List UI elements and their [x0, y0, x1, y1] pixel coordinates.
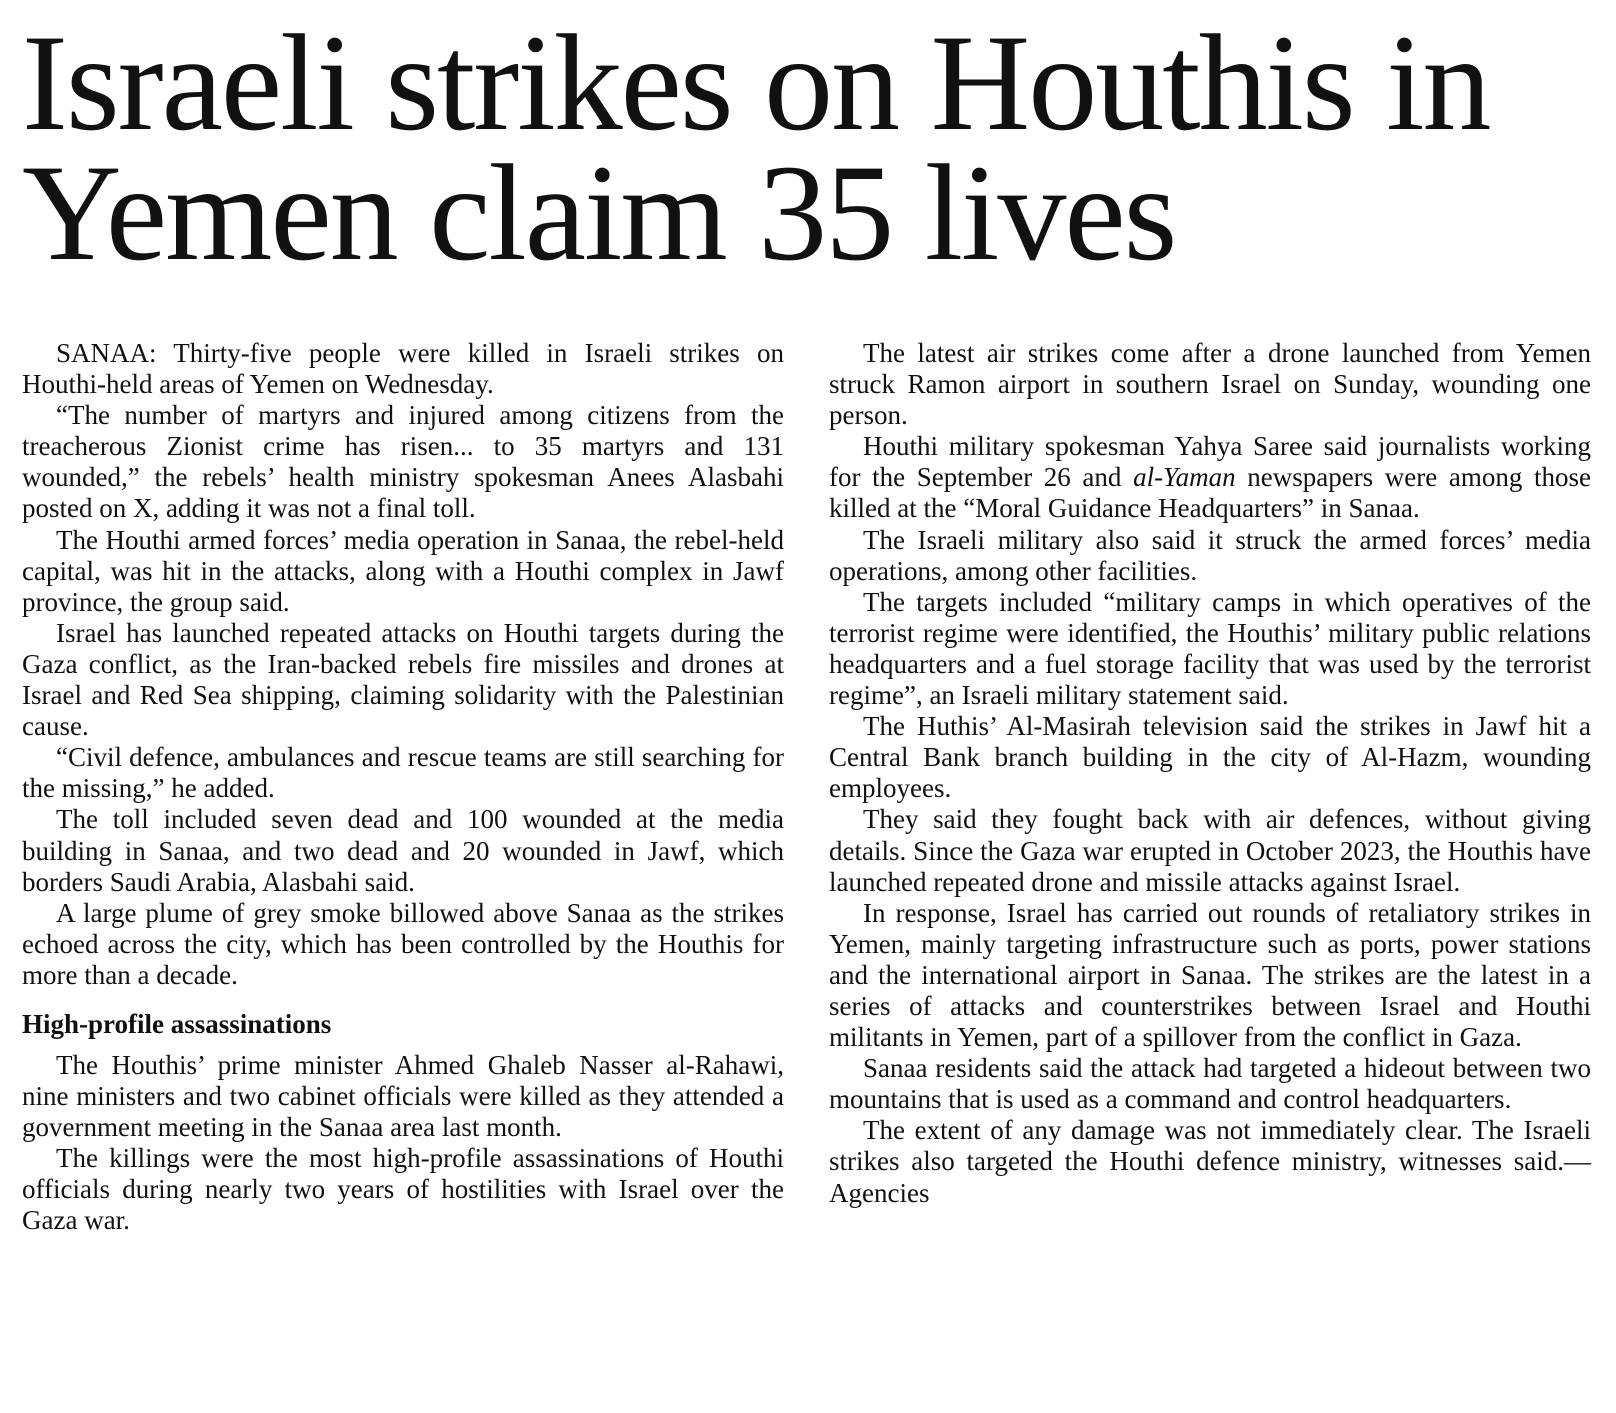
- article-paragraph: A large plume of grey smoke billowed above Sanaa as the strikes echoed across the city, which has been controlled by the Houthis for more than a decade.: [22, 897, 784, 990]
- article-paragraph: The extent of any damage was not immediately clear. The Israeli strikes also targeted the Houthi defence ministry, witnesses said.—Agencies: [829, 1115, 1591, 1208]
- article-paragraph: The Houthis’ prime minister Ahmed Ghaleb Nasser al-Rahawi, nine ministers and two cabinet officials were killed as they attended a government meeting in the Sanaa area last month.: [22, 1049, 784, 1143]
- paragraph-text: Thirty-five people were killed in Israeli strikes on Houthi-held areas of Yemen on Wednesday.: [22, 338, 784, 400]
- article-paragraph: The latest air strikes come after a drone launched from Yemen struck Ramon airport in southern Israel on Sunday, wounding one person.: [829, 338, 1591, 431]
- article-paragraph: The Israeli military also said it struck the armed forces’ media operations, among other facilities.: [829, 524, 1591, 586]
- newspaper-name: al-Yaman: [1133, 462, 1236, 493]
- article-paragraph: In response, Israel has carried out rounds of retaliatory strikes in Yemen, mainly targeting infrastructure such as ports, power stations and the international airport in Sanaa. The strikes are the latest in a series of attacks and counterstrikes between Israel and Houthi militants in Yemen, part of a spillover from the conflict in Gaza.: [829, 897, 1591, 1053]
- article-paragraph: The toll included seven dead and 100 wounded at the media building in Sanaa, and two dead and 20 wounded in Jawf, which borders Saudi Arabia, Alasbahi said.: [22, 804, 784, 897]
- article-paragraph: The targets included “military camps in which operatives of the terrorist regime were identified, the Houthis’ military public relations headquarters and a fuel storage facility that was used by the terrorist regime”, an Israeli military statement said.: [829, 586, 1591, 711]
- article-paragraph: “Civil defence, ambulances and rescue teams are still searching for the missing,” he added.: [22, 742, 784, 804]
- right-column: [829, 338, 1591, 1209]
- headline: Israeli strikes on Houthis in Yemen claim 35 lives: [22, 6, 1490, 289]
- article-paragraph: Israel has launched repeated attacks on Houthi targets during the Gaza conflict, as the Iran-backed rebels fire missiles and drones at Israel and Red Sea shipping, claiming solidarity with the Palestinian cause.: [22, 617, 784, 742]
- article-paragraph: The Huthis’ Al-Masirah television said the strikes in Jawf hit a Central Bank branch building in the city of Al-Hazm, wounding employees.: [829, 711, 1591, 804]
- article-paragraph: [829, 431, 1591, 524]
- article-paragraph: The Houthi armed forces’ media operation in Sanaa, the rebel-held capital, was hit in the attacks, along with a Houthi complex in Jawf province, the group said.: [22, 524, 784, 617]
- article-paragraph: [22, 338, 784, 400]
- article-paragraph: “The number of martyrs and injured among citizens from the treacherous Zionist crime has risen... to 35 martyrs and 131 wounded,” the rebels’ health ministry spokesman Anees Alasbahi posted on X, adding it was not a final toll.: [22, 400, 784, 524]
- article-paragraph: Sanaa residents said the attack had targeted a hideout between two mountains that is used as a command and control headquarters.: [829, 1053, 1591, 1115]
- article-paragraph: They said they fought back with air defences, without giving details. Since the Gaza war erupted in October 2023, the Houthis have launched repeated drone and missile attacks against Israel.: [829, 804, 1591, 897]
- section-subhead: High-profile assassinations: [22, 1008, 332, 1039]
- left-column: [22, 338, 784, 1237]
- paragraph-text: newspapers were among those killed at the “Moral Guidance Headquarters” in Sanaa.: [829, 462, 1591, 524]
- dateline: SANAA:: [56, 338, 157, 368]
- paragraph-text: Houthi military spokesman Yahya Saree said journalists working for the September 26 and: [829, 431, 1591, 493]
- article-paragraph: The killings were the most high-profile assassinations of Houthi officials during nearly two years of hostilities with Israel over the Gaza war.: [22, 1143, 784, 1236]
